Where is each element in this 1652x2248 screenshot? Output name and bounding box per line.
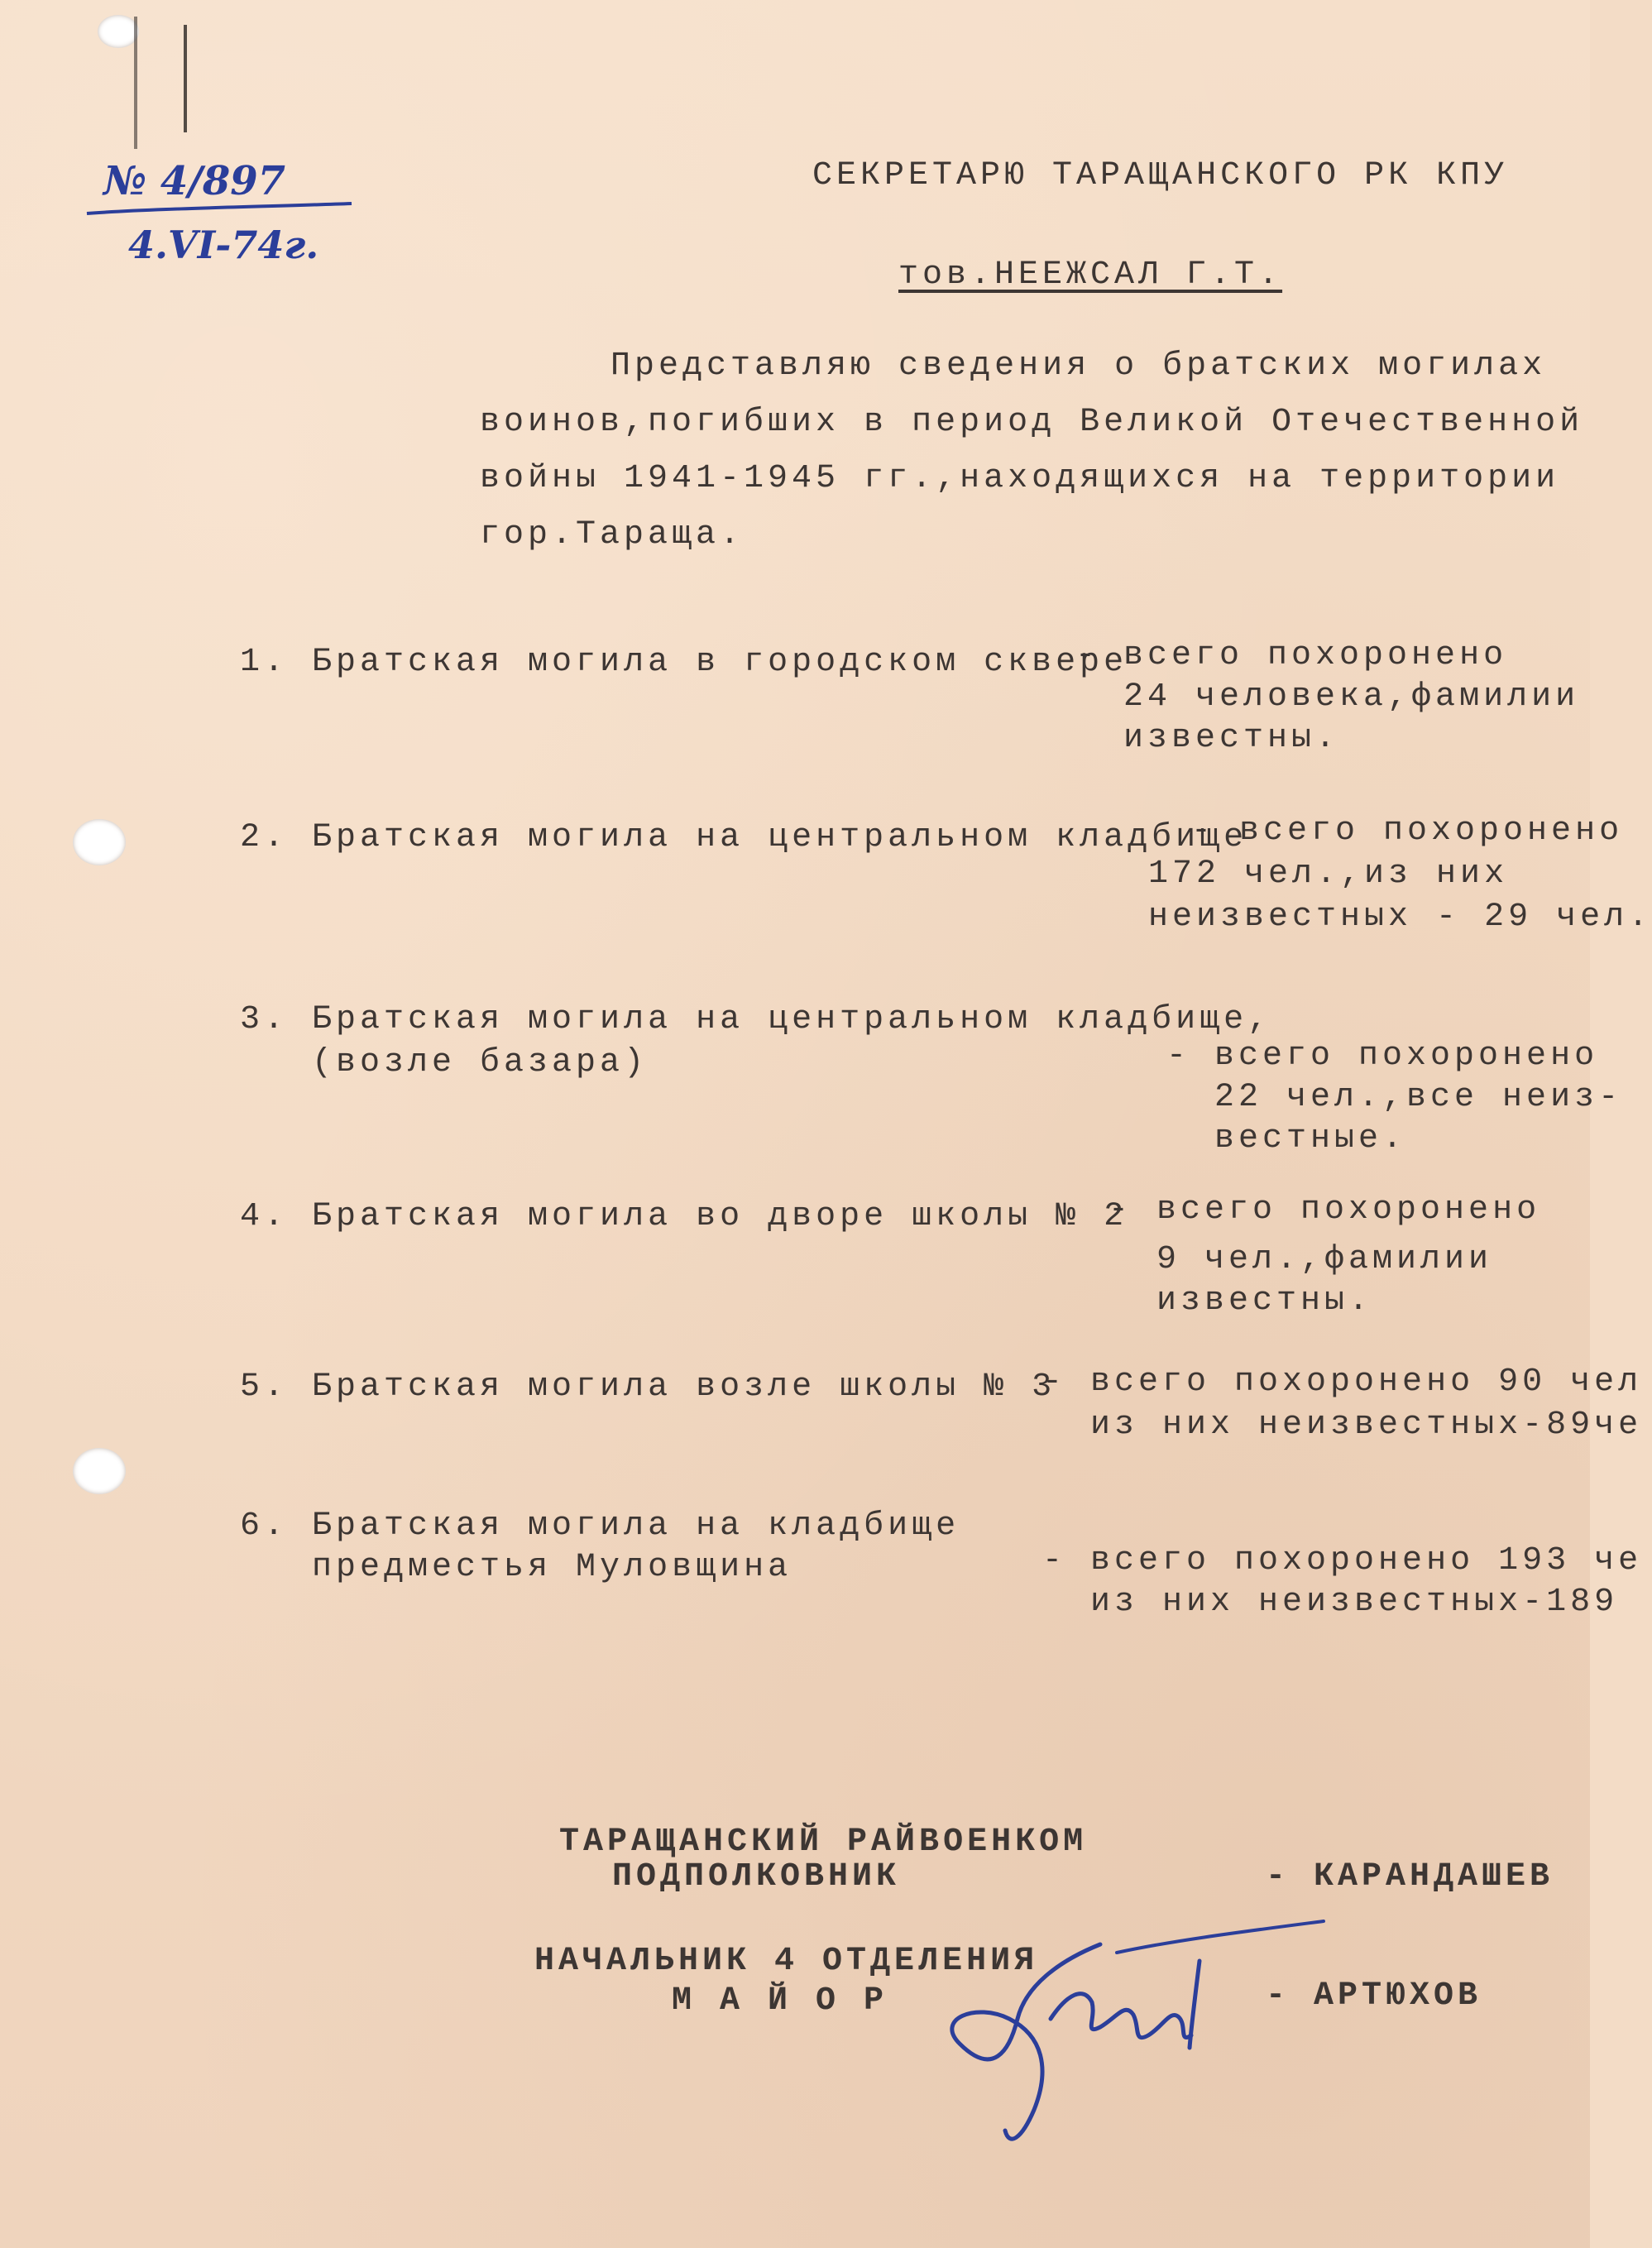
item-3-count-line-1: - всего похоронено [1166, 1038, 1599, 1075]
item-6-count-line-1: - всего похоронено 193 че [1042, 1542, 1643, 1579]
punch-hole-middle [73, 819, 126, 865]
item-5-count-line-2: из них неизвестных-89че [1042, 1407, 1643, 1444]
intro-line-3: войны 1941-1945 гг.,находящихся на территории [480, 460, 1560, 497]
item-4-location: 4. Братская могила во дворе школы № 2 [240, 1198, 1128, 1235]
registration-stamp [79, 149, 376, 273]
intro-line-4: гор.Тараща. [480, 516, 745, 554]
dept-line-1: НАЧАЛЬНИК 4 ОТДЕЛЕНИЯ [534, 1943, 1039, 1980]
handwritten-signature [927, 1911, 1357, 2159]
binding-mark-left [134, 17, 137, 149]
registration-date: 4.VI-74г. [128, 223, 319, 267]
item-3-location-line-1: 3. Братская могила на центральном кладбище, [240, 1001, 1272, 1038]
item-6-count-line-2: из них неизвестных-189 [1042, 1584, 1619, 1621]
item-1-count-line-2: 24 человека,фамилии [1075, 678, 1580, 716]
registration-number: № 4/897 [103, 158, 286, 204]
signatory-1-name: - КАРАНДАШЕВ [1266, 1858, 1554, 1896]
item-5-location: 5. Братская могила возле школы № 3 [240, 1368, 1056, 1406]
item-3-count-line-2: 22 чел.,все неиз- [1166, 1079, 1623, 1116]
item-3-count-line-3: вестные. [1166, 1120, 1407, 1158]
addressee-line-1: СЕКРЕТАРЮ ТАРАЩАНСКОГО РК КПУ [812, 157, 1509, 194]
item-1-count-line-1: - всего похоронено [1075, 637, 1508, 674]
intro-line-1: Представляю сведения о братских могилах [611, 348, 1547, 385]
item-3-location-line-2: (возле базара) [240, 1044, 649, 1081]
office-line-1: ТАРАЩАНСКИЙ РАЙВОЕНКОМ [559, 1824, 1088, 1861]
item-5-count-line-1: - всего похоронено 90 чел [1042, 1364, 1643, 1401]
addressee-line-2: тов.НЕЕЖСАЛ Г.Т. [898, 256, 1283, 294]
punch-hole-lower [73, 1448, 126, 1494]
item-4-count-line-3: известны. [1109, 1282, 1373, 1320]
office-line-2: ПОДПОЛКОВНИК [612, 1858, 901, 1896]
item-4-count-line-1: - всего похоронено [1109, 1191, 1541, 1229]
item-2-count-line-2: 172 чел.,из них [1100, 856, 1509, 893]
binding-mark-right [184, 25, 187, 132]
item-2-location: 2. Братская могила на центральном кладбище [240, 819, 1248, 856]
dept-line-2: М А Й О Р [672, 1982, 888, 2020]
intro-line-2: воинов,погибших в период Великой Отечественной [480, 404, 1584, 441]
item-1-count-line-3: известны. [1075, 720, 1340, 757]
item-1-location: 1. Братская могила в городском сквере [240, 644, 1128, 681]
punch-hole-top [98, 15, 139, 48]
item-4-count-line-2: 9 чел.,фамилии [1109, 1241, 1493, 1278]
item-6-location-line-2: предместья Муловщина [240, 1549, 792, 1586]
item-2-count-line-3: неизвестных - 29 чел. [1100, 899, 1652, 936]
item-2-count-line-1: - всего похоронено [1191, 812, 1624, 850]
signatory-2-name: - АРТЮХОВ [1266, 1977, 1482, 2015]
item-6-location-line-1: 6. Братская могила на кладбище [240, 1507, 960, 1545]
